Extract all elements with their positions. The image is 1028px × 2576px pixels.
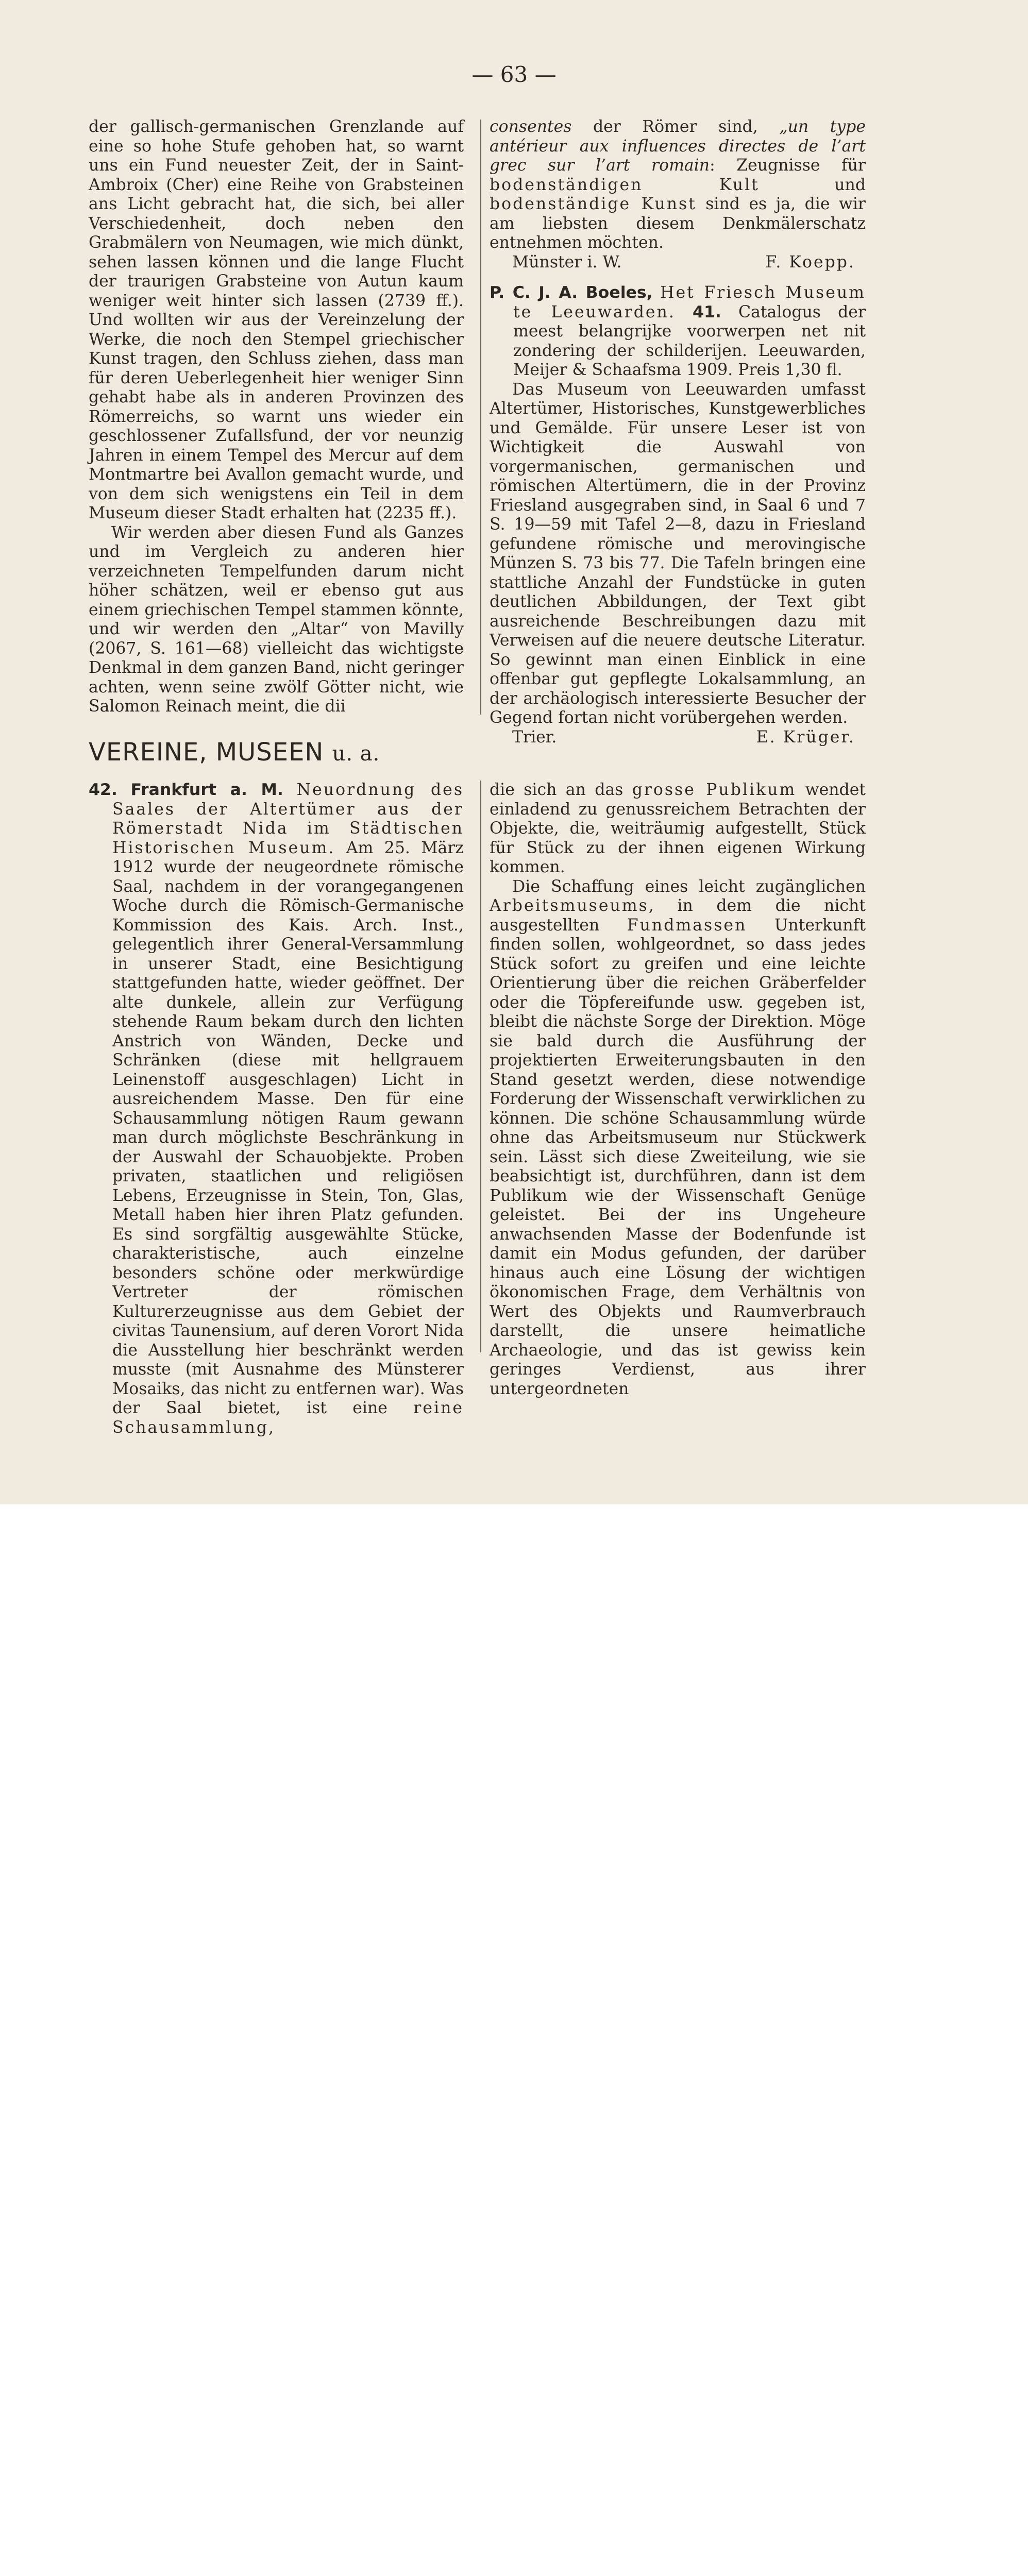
entry-title: Neuordnung des Saales der Altertümer aus der Römerstadt Nida im Städtischen Historischen Museum. bbox=[112, 781, 464, 857]
entry-author: P. C. J. A. Boeles, bbox=[490, 283, 653, 302]
spaced-text: grosse Publikum bbox=[632, 781, 797, 799]
signature-place: Trier. bbox=[512, 727, 557, 747]
section-heading-main: VEREINE, MUSEEN bbox=[89, 738, 324, 767]
upper-left-column bbox=[89, 117, 464, 717]
text-run: : Zeugnisse für bbox=[710, 156, 866, 175]
spaced-text: bodenständigen Kult bbox=[490, 175, 760, 194]
spaced-text: Fundmassen bbox=[627, 916, 747, 935]
signature-name: E. Krüger. bbox=[756, 727, 855, 747]
spaced-text: Arbeitsmuseums bbox=[490, 896, 649, 915]
bibliography-entry-41 bbox=[490, 283, 866, 380]
text-run: Unterkunft finden sollen, wohlgeordnet, so dass jedes Stück sofort zu greifen und eine leichte Orientierung über die reichen Gräberfelder oder die Töpfereifunde usw. gegeben ist, bleibt die nächste Sorge der Direktion. Möge sie bald durch die Ausführung der projektierten Erweiterungsbauten in den Stand gesetzt werden, diese notwendige Forderung der Wissenschaft verwirklichen zu können. Die schöne Schausammlung würde ohne das Arbeitsmuseum nur Stückwerk sein. Lässt sich diese Zweiteilung, wie sie beabsichtigt ist, durchführen, dann ist dem Publikum wie der Wissenschaft Genüge geleistet. Bei der ins Ungeheure anwachsenden Masse der Bodenfunde ist damit ein Modus gefunden, der darüber hinaus auch eine Lösung der wichtigen ökonomischen Frage, dem Verhältnis von Wert des Objekts und Raumverbrauch darstellt, die unsere heimatliche Archaeologie, und das ist gewiss kein geringes Verdienst, aus ihrer untergeordneten bbox=[490, 916, 866, 1398]
section-heading-suffix: u. a. bbox=[332, 742, 380, 766]
signature-line bbox=[490, 253, 866, 273]
spaced-text: bodenständige Kunst bbox=[490, 195, 697, 213]
entry-text: Am 25. März 1912 wurde der neugeordnete römische Saal, nachdem in der vorangegangenen Woche durch die Römisch-Germanische Kommission des Kais. Arch. Inst., gelegentlich ihrer General-Versammlung in unserer Stadt, eine Besichtigung stattgefunden hatte, wieder geöffnet. Der alte dunkele, allein zur Verfügung stehende Raum bekam durch den lichten Anstrich von Wänden, Decke und Schränken (diese mit hellgrauem Leinenstoff ausgeschlagen) Licht in ausreichendem Masse. Den für eine Schausammlung nötigen Raum gewann man durch möglichste Beschränkung in der Auswahl der Schauobjekte. Proben privaten, staatlichen und religiösen Lebens, Erzeugnisse in Stein, Ton, Glas, Metall haben hier ihren Platz gefunden. Es sind sorgfältig ausgewählte Stücke, charakteristische, auch einzelne besonders schöne oder merkwürdige Vertreter der römischen Kulturerzeugnisse aus dem Gebiet der civitas Taunensium, auf deren Vorort Nida die Ausstellung hier beschränkt werden musste (mit Ausnahme des Münsterer Mosaiks, das nicht zu entfernen war). Was der Saal bietet, ist eine bbox=[112, 838, 464, 1417]
lower-right-column bbox=[490, 781, 866, 1399]
text-run: und bbox=[759, 175, 866, 194]
paragraph bbox=[490, 877, 866, 1399]
paragraph: der gallisch-germanischen Grenzlande auf eine so hohe Stufe gehoben hat, so warnt uns ein Fund neuester Zeit, der in Saint-Ambroix (Cher) eine Reihe von Grabsteinen ans Licht gebracht hat, die sich, bei aller Verschiedenheit, doch neben den Grabmälern von Neumagen, wie mich dünkt, sehen lassen können und die lange Flucht der traurigen Grabsteine von Autun kaum weniger weit hinter sich lassen (2739 ff.). Und wollten wir aus der Vereinzelung der Werke, die noch den Stempel griechischer Kunst tragen, den Schluss ziehen, dass man für deren Ueberlegenheit hier weniger Sinn gehabt habe als in anderen Provinzen des Römerreichs, so warnt uns wieder ein geschlossener Zufallsfund, der vor neunzig Jahren in einem Tempel des Mercur auf dem Montmartre bei Avallon gemacht wurde, und von dem sich wenigstens ein Teil in dem Museum dieser Stadt erhalten hat (2235 ff.). bbox=[89, 117, 464, 522]
signature-name: F. Koepp. bbox=[765, 252, 855, 272]
page-number: — 63 — bbox=[471, 62, 557, 87]
spaced-text: reine Schausammlung, bbox=[112, 1399, 464, 1437]
paragraph: Das Museum von Leeuwarden umfasst Altertümer, Historisches, Kunstgewerbliches und Gemälde. Für unsere Leser ist von Wichtigkeit die Auswahl von vorgermanischen, germanischen und römischen Altertümern, die in der Provinz Friesland ausgegraben sind, in Saal 6 und 7 S. 19—59 mit Tafel 2—8, dazu in Friesland gefundene römische und merovingische Münzen S. 73 bis 77. Die Tafeln bringen eine stattliche Anzahl der Fundstücke in guten deutlichen Abbildungen, der Text gibt ausreichende Beschreibungen dazu mit Verweisen auf die neuere deutsche Literatur. So gewinnt man einen Einblick in eine offenbar gut gepflegte Lokalsammlung, an der archäologisch interessierte Besucher der Gegend fortan nicht vorübergehen werden. bbox=[490, 380, 866, 727]
report-entry-42 bbox=[89, 781, 464, 1437]
text-run: , in dem die nicht ausgestellten bbox=[490, 896, 866, 935]
text-run: wendet einladend zu genussreichem Betrachten der Objekte, die, weiträumig aufgestellt, Stück für Stück zu der ihnen eigenen Wirkung kommen. bbox=[490, 781, 866, 876]
italic-quote: „un type antérieur aux influences directes de l’art grec sur l’art romain bbox=[490, 117, 866, 175]
text-run: sind es ja, die wir am liebsten diesem Denkmälerschatz entnehmen möchten. bbox=[490, 195, 866, 252]
text-run: die sich an das bbox=[490, 781, 632, 799]
section-heading bbox=[89, 738, 380, 767]
signature-line bbox=[490, 728, 866, 748]
signature-place: Münster i. W. bbox=[512, 252, 622, 272]
lower-left-column bbox=[89, 781, 464, 1437]
entry-number: 42. bbox=[89, 781, 117, 799]
entry-place: Frankfurt a. M. bbox=[130, 781, 283, 799]
entry-title: Het Friesch Museum te Leeuwarden. bbox=[513, 283, 866, 321]
text-run: der Römer sind, bbox=[571, 117, 780, 136]
paragraph bbox=[490, 117, 866, 253]
paragraph: Wir werden aber diesen Fund als Ganzes und im Vergleich zu anderen hier verzeichneten Tempelfunden darum nicht höher schätzen, weil er ebenso gut aus einem griechischen Tempel stammen könnte, und wir werden den „Altar“ von Mavilly (2067, S. 161—68) vielleicht das wichtigste Denkmal in dem ganzen Band, nicht geringer achten, wenn seine zwölf Götter nicht, wie Salomon Reinach meint, die dii bbox=[89, 523, 464, 716]
entry-number: 41. bbox=[693, 302, 721, 321]
upper-right-column bbox=[490, 117, 866, 747]
column-divider bbox=[480, 781, 481, 1352]
text-run: Die Schaffung eines leicht zugänglichen bbox=[512, 877, 866, 896]
italic-text: consentes bbox=[490, 117, 572, 136]
entry-details: Catalogus der meest belangrijke voorwerpen net nit zondering der schilderijen. Leeuwarden, Meijer & Schaafsma 1909. Preis 1,30 fl. bbox=[513, 302, 866, 379]
paragraph bbox=[490, 781, 866, 877]
column-divider bbox=[480, 120, 481, 715]
viewer-footer bbox=[0, 1504, 1028, 1580]
